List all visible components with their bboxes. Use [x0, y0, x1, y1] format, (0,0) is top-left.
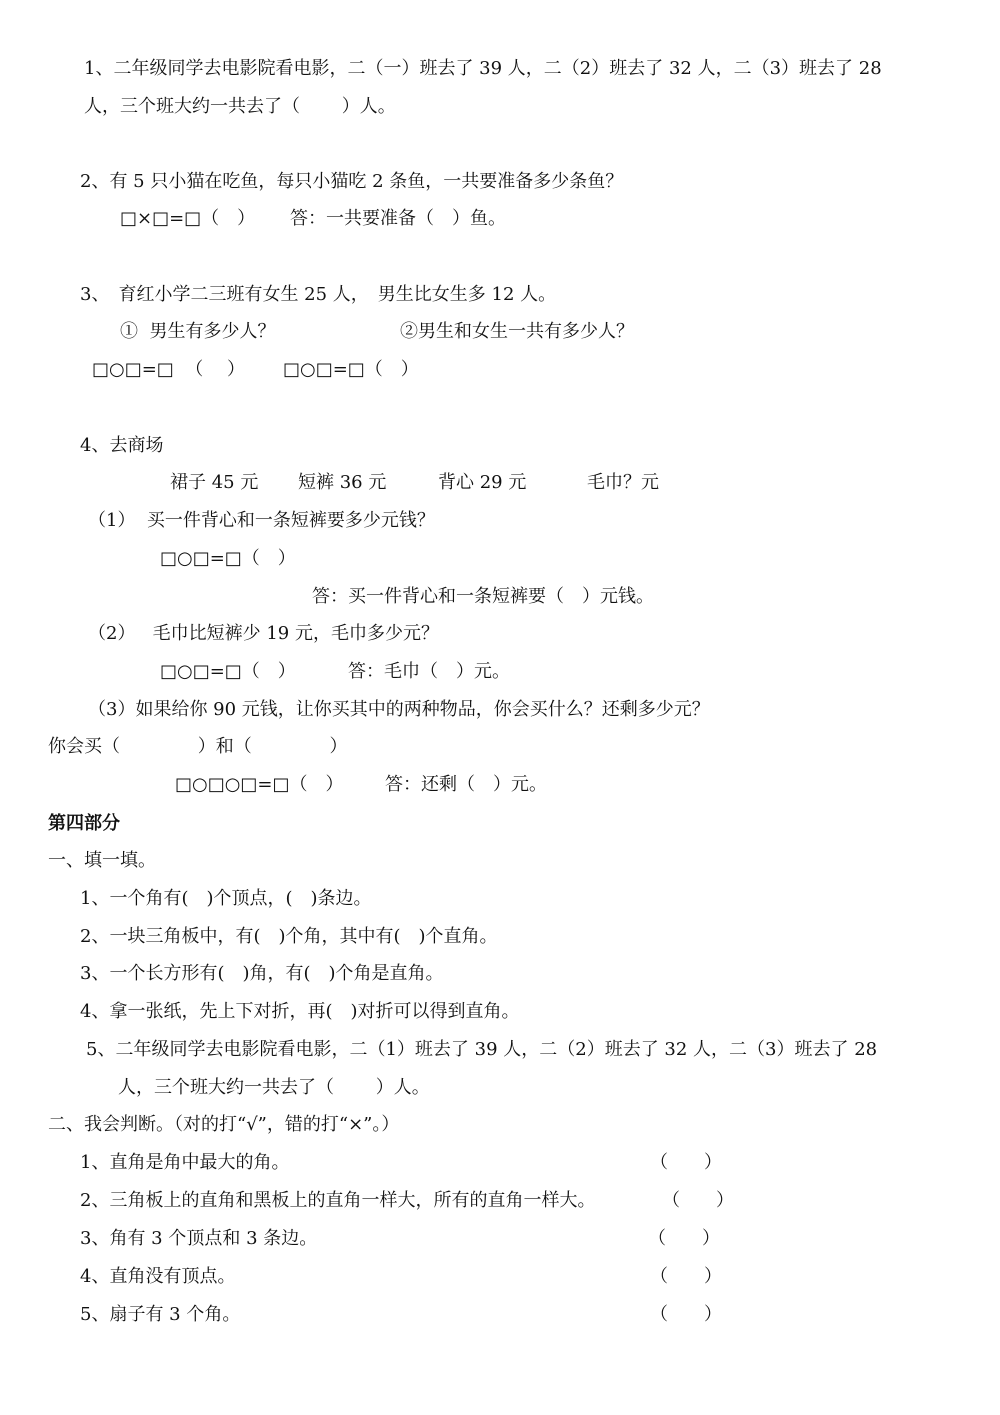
fill-item-5-line-1: 5、二年级同学去电影院看电影，二（1）班去了 39 人，二（2）班去了 32 人，二（3）班去了 28	[86, 1039, 878, 1060]
q2-question: 2、有 5 只小猫在吃鱼，每只小猫吃 2 条鱼，一共要准备多少条鱼？	[80, 171, 624, 192]
q4-s1-answer: 答：买一件背心和一条短裤要（ ）元钱。	[312, 586, 654, 607]
q4-s3-answer: 答：还剩（ ）元。	[385, 774, 547, 795]
judge-bracket-5: （ ）	[650, 1304, 722, 1325]
fill-item-2: 2、一块三角板中，有( )个角，其中有( )个直角。	[80, 926, 498, 947]
judge-item-1: 1、直角是角中最大的角。	[80, 1152, 290, 1173]
fill-item-1: 1、一个角有( )个顶点，( )条边。	[80, 888, 372, 909]
q3-sub-2: ②男生和女生一共有多少人？	[400, 321, 634, 342]
q3-sub-1: ① 男生有多少人？	[120, 321, 276, 342]
q2-formula: □×□=□（ ）	[120, 208, 256, 229]
judge-bracket-2: （ ）	[662, 1190, 734, 1211]
q3-formula-2: □○□=□（ ）	[283, 359, 419, 380]
q4-title: 4、去商场	[80, 435, 164, 456]
judge-item-4: 4、直角没有顶点。	[80, 1266, 236, 1287]
q4-item-towel: 毛巾？元	[587, 472, 659, 493]
q3-question: 3、 育红小学二三班有女生 25 人， 男生比女生多 12 人。	[80, 284, 557, 305]
fill-item-5-line-2: 人，三个班大约一共去了（ ）人。	[118, 1077, 430, 1098]
judge-title: 二、我会判断。（对的打“√”，错的打“×”。）	[48, 1114, 400, 1135]
judge-bracket-4: （ ）	[650, 1266, 722, 1287]
judge-bracket-3: （ ）	[648, 1228, 720, 1249]
judge-bracket-1: （ ）	[650, 1152, 722, 1173]
judge-item-3: 3、角有 3 个顶点和 3 条边。	[80, 1228, 318, 1249]
fill-item-4: 4、拿一张纸，先上下对折，再( )对折可以得到直角。	[80, 1001, 520, 1022]
q4-item-skirt: 裙子 45 元	[170, 472, 259, 493]
part4-heading: 第四部分	[48, 813, 120, 834]
q4-s3-question: （3）如果给你 90 元钱，让你买其中的两种物品，你会买什么？还剩多少元？	[88, 699, 710, 720]
q3-formula-1: □○□=□ （ ）	[92, 359, 245, 380]
q4-item-shorts: 短裤 36 元	[298, 472, 387, 493]
q4-s1-question: （1） 买一件背心和一条短裤要多少元钱？	[88, 510, 435, 531]
q4-s2-answer: 答：毛巾（ ）元。	[348, 661, 510, 682]
q4-s3-formula: □○□○□=□（ ）	[175, 774, 344, 795]
q4-s1-formula: □○□=□（ ）	[160, 548, 296, 569]
q4-s2-question: （2） 毛巾比短裤少 19 元，毛巾多少元？	[88, 623, 439, 644]
q4-s3-choice: 你会买（ ）和（ ）	[48, 736, 348, 757]
q1-line-2: 人，三个班大约一共去了（ ）人。	[84, 96, 396, 117]
fill-item-3: 3、一个长方形有( )角，有( )个角是直角。	[80, 963, 444, 984]
fill-title: 一、填一填。	[48, 850, 156, 871]
q1-line-1: 1、二年级同学去电影院看电影，二（一）班去了 39 人，二（2）班去了 32 人，二（3）班去了 28	[84, 58, 882, 79]
q4-item-vest: 背心 29 元	[438, 472, 527, 493]
judge-item-2: 2、三角板上的直角和黑板上的直角一样大，所有的直角一样大。	[80, 1190, 596, 1211]
judge-item-5: 5、扇子有 3 个角。	[80, 1304, 241, 1325]
q2-answer: 答：一共要准备（ ）鱼。	[290, 208, 506, 229]
q4-s2-formula: □○□=□（ ）	[160, 661, 296, 682]
